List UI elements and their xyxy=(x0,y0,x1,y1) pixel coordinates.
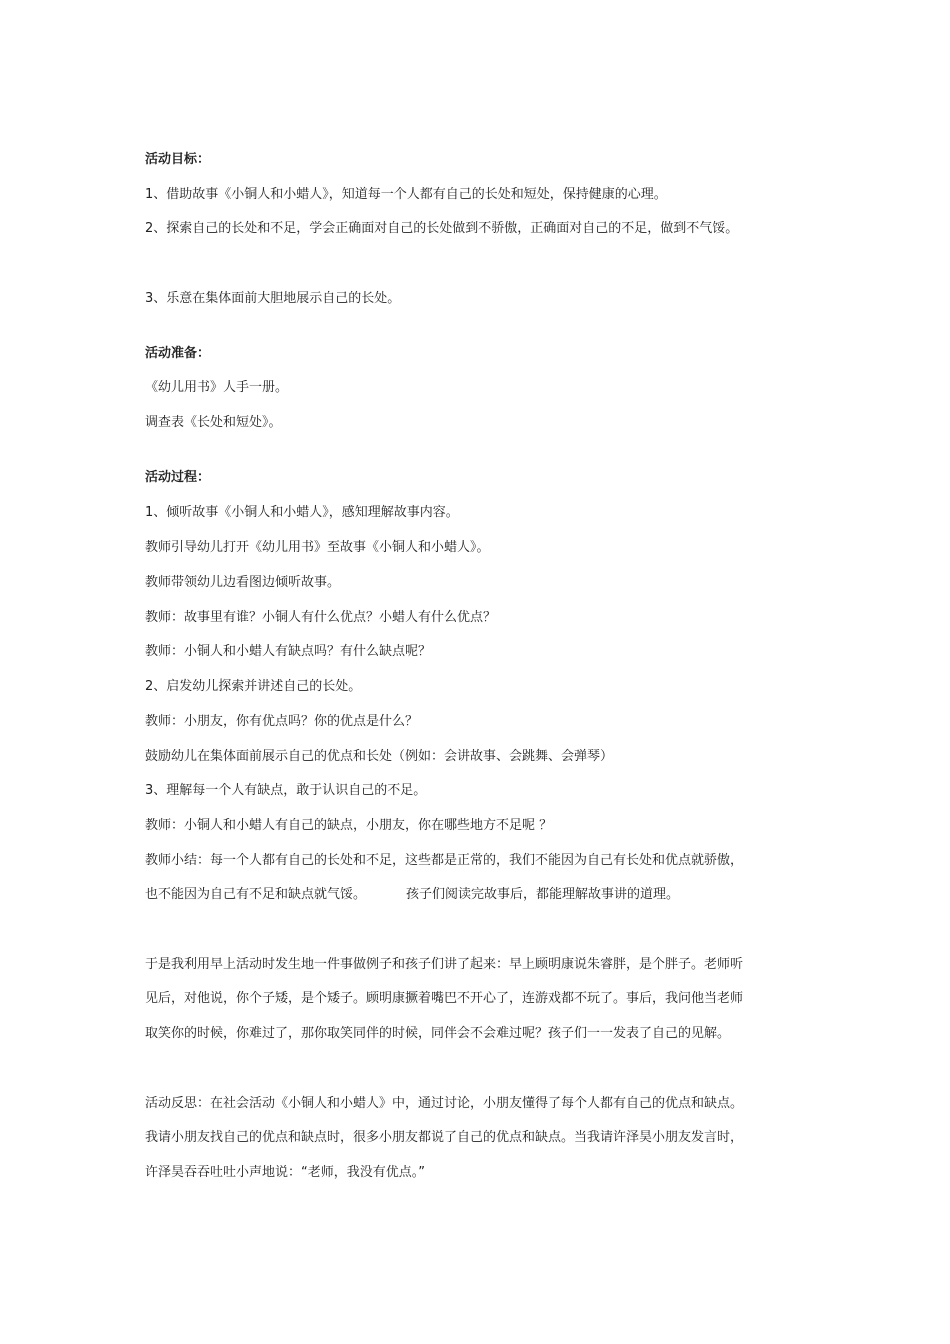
story-line: 于是我利用早上活动时发生地一件事做例子和孩子们讲了起来：早上顾明康说朱睿胖，是个胖子。老师听 xyxy=(145,957,744,972)
process-line: 教师：小铜人和小蜡人有缺点吗？有什么缺点呢？ xyxy=(145,644,432,659)
process-line: 教师：小朋友，你有优点吗？你的优点是什么？ xyxy=(145,714,419,729)
goal-item-3: 3、乐意在集体面前大胆地展示自己的长处。 xyxy=(145,291,401,306)
preparation-item-1: 《幼儿用书》人手一册。 xyxy=(145,380,289,395)
process-line: 教师：小铜人和小蜡人有自己的缺点，小朋友，你在哪些地方不足呢 ？ xyxy=(145,818,553,833)
goal-item-2: 2、探索自己的长处和不足，学会正确面对自己的长处做到不骄傲，正确面对自己的不足，做到不气馁。 xyxy=(145,221,739,236)
reflection-line: 许泽昊吞吞吐吐小声地说：“老师，我没有优点。” xyxy=(145,1165,425,1180)
reflection-line: 活动反思：在社会活动《小铜人和小蜡人》中，通过讨论，小朋友懂得了每个人都有自己的优点和缺点。 xyxy=(145,1096,744,1111)
goal-item-1: 1、借助故事《小铜人和小蜡人》，知道每一个人都有自己的长处和短处，保持健康的心理。 xyxy=(145,187,667,202)
process-line: 鼓励幼儿在集体面前展示自己的优点和长处（例如：会讲故事、会跳舞、会弹琴） xyxy=(145,749,614,764)
reflection-line: 我请小朋友找自己的优点和缺点时，很多小朋友都说了自己的优点和缺点。当我请许泽昊小朋友发言时， xyxy=(145,1130,744,1145)
process-last-line-part-a: 也不能因为自己有不足和缺点就气馁。 xyxy=(145,887,367,902)
process-line: 2、启发幼儿探索并讲述自己的长处。 xyxy=(145,679,362,694)
story-line: 取笑你的时候，你难过了，那你取笑同伴的时候，同伴会不会难过呢？孩子们一一发表了自己的见解。 xyxy=(145,1026,731,1041)
preparation-item-2: 调查表《长处和短处》。 xyxy=(145,415,282,430)
story-line: 见后，对他说，你个子矮，是个矮子。顾明康撅着嘴巴不开心了，连游戏都不玩了。事后，我问他当老师 xyxy=(145,991,744,1006)
process-line: 教师引导幼儿打开《幼儿用书》至故事《小铜人和小蜡人》。 xyxy=(145,540,490,555)
process-line: 3、理解每一个人有缺点，敢于认识自己的不足。 xyxy=(145,783,427,798)
process-last-line xyxy=(145,886,679,904)
process-line: 教师小结：每一个人都有自己的长处和不足，这些都是正常的，我们不能因为自己有长处和优点就骄傲， xyxy=(145,853,744,868)
process-line: 教师带领幼儿边看图边倾听故事。 xyxy=(145,575,341,590)
goals-heading: 活动目标： xyxy=(145,152,211,167)
process-heading: 活动过程： xyxy=(145,470,211,485)
preparation-heading: 活动准备： xyxy=(145,346,211,361)
process-line: 1、倾听故事《小铜人和小蜡人》，感知理解故事内容。 xyxy=(145,505,459,520)
process-last-line-part-b: 孩子们阅读完故事后，都能理解故事讲的道理。 xyxy=(406,887,680,902)
process-line: 教师：故事里有谁？小铜人有什么优点？小蜡人有什么优点？ xyxy=(145,610,497,625)
